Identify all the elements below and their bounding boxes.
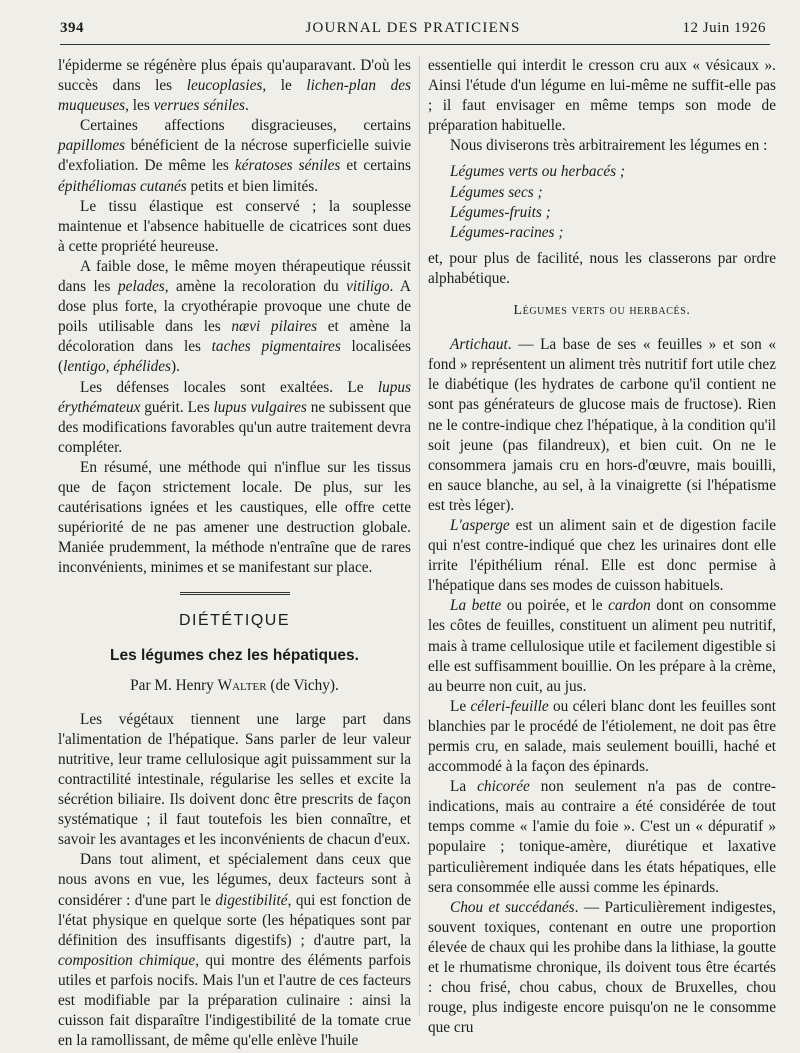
paragraph: Nous diviserons très arbitrairement les légumes en : — [450, 137, 768, 155]
header-rule — [60, 44, 770, 45]
running-header — [60, 20, 766, 42]
category-list — [450, 162, 776, 242]
paragraph: La bette ou poirée, et le cardon dont on consomme les côtes de feuilles, constituent un aliment peu nutritif, mais à trame cellulosique utile et facilement digestible si elle est suffisamment bouillie. On les prépare à la crème, au beurre non cuit, au jus. — [428, 597, 776, 695]
left-column — [58, 56, 411, 1051]
issue-date: 12 Juin 1926 — [682, 20, 766, 36]
list-item: Légumes verts ou herbacés ; — [450, 163, 626, 181]
byline: Par M. Henry Walter (de Vichy). — [130, 676, 339, 694]
paragraph: Les végétaux tiennent une large part dans l'alimentation de l'hépatique. Sans parler de leur valeur nutritive, leur trame cellulosique agit puissamment sur la contractilité intestinale, régularise les selles et excite la sécrétion biliaire. Ils doivent donc être prescrits de façon systématique ; il faut toutefois les bien connaître, et savoir les avantages et les inconvénients de chacun d'eux. — [58, 710, 411, 849]
right-column — [428, 56, 776, 1038]
journal-title: JOURNAL DES PRATICIENS — [305, 20, 521, 36]
paragraph: Les défenses locales sont exaltées. Le lupus érythémateux guérit. Les lupus vulgaires ne subissent que des modifications favorables qu'un autre traitement devra compléter. — [58, 378, 411, 456]
list-item: Légumes-racines ; — [450, 223, 564, 241]
section-rule — [180, 592, 290, 595]
subsection-heading: Légumes verts ou herbacés. — [513, 303, 691, 319]
article-title: Les légumes chez les hépatiques. — [110, 646, 359, 664]
page-number: 394 — [60, 20, 84, 36]
list-item: Légumes secs ; — [450, 183, 543, 201]
paragraph: Artichaut. — La base de ses « feuilles » et son « fond » représentent un aliment très nutritif fort utile chez le diabétique (les hydrates de carbone qu'il contient ne sont pas générateurs de glucose mais de fructose). Rien ne le contre-indique chez l'hépatique, à la condition qu'il soit jeune (pas filandreux), et bien cuit. On ne le consommera jamais cru en hors-d'œuvre, mais bouilli, en sauce blanche, au sel, à la vinaigrette (si l'hépatisme est très léger). — [428, 336, 776, 514]
paragraph: Dans tout aliment, et spécialement dans ceux que nous avons en vue, les légumes, deux facteurs sont à considérer : d'une part le digestibilité, qui est fonction de l'état physique en quelque sorte (les hépatiques sont par définition des insuffisants digestifs) ; d'autre part, la composition chimique, qui montre des éléments parfois utiles et parfois nocifs. Mais l'un et l'autre de ces facteurs est modifiable par la préparation culinaire : ainsi la cuisson fait disparaître l'indigestibilité de la tomate crue en la ramollissant, de même qu'elle enlève l'huile — [58, 851, 412, 1050]
paragraph: En résumé, une méthode qui n'influe sur les tissus que de façon strictement locale. De plus, sur les cautérisations ignées et les caustiques, elle offre cette supériorité de ne pas amener une destruction globale. Maniée prudemment, la méthode n'entraîne que de rares inconvénients, minimes et se manifestant sur place. — [58, 458, 411, 577]
paragraph: Certaines affections disgracieuses, certains papillomes bénéficient de la nécrose superficielle suivie d'exfoliation. De même les kératoses séniles et certains épithéliomas cutanés petits et bien limités. — [58, 117, 411, 195]
paragraph: A faible dose, le même moyen thérapeutique réussit dans les pelades, amène la recoloration du vitiligo. A dose plus forte, la cryothérapie provoque une chute de poils utilisable dans les nævi pilaires et amène la décoloration dans les taches pigmentaires localisées (lentigo, éphélides). — [58, 257, 412, 376]
paragraph: Le tissu élastique est conservé ; la souplesse maintenue et l'absence habituelle de cicatrices sont dues à cette propriété heureuse. — [58, 197, 411, 255]
paragraph: essentielle qui interdit le cresson cru aux « vésicaux ». Ainsi l'étude d'un légume en lui-même ne suffit-elle pas ; il faut envisager en même temps son mode de préparation habituelle. — [428, 57, 776, 135]
paragraph: L'asperge est un aliment sain et de digestion facile qui n'est contre-indiqué que chez les urinaires dont elle irrite l'épithélium rénal. Elle est donc permise à l'hépatique dans ses modes de cuisson habituels. — [428, 516, 776, 595]
paragraph: l'épiderme se régénère plus épais qu'auparavant. D'où les succès dans les leucoplasies, le lichen-plan des muqueuses, les verrues séniles. — [58, 57, 411, 115]
paragraph: Chou et succédanés. — Particulièrement indigestes, souvent toxiques, contenant en outre une proportion élevée de chaux qui les prohibe dans la lithiase, la goutte et le rhumatisme chronique, ils doivent tous être écartés : chou frisé, chou cabus, choux de Bruxelles, chou rouge, plus indigeste encore puisqu'on ne le consomme que cru — [428, 898, 776, 1037]
column-divider — [419, 56, 420, 1016]
paragraph: et, pour plus de facilité, nous les classerons par ordre alphabétique. — [428, 249, 776, 287]
section-heading: DIÉTÉTIQUE — [178, 612, 290, 630]
list-item: Légumes-fruits ; — [450, 203, 551, 221]
paragraph: La chicorée non seulement n'a pas de contre-indications, mais au contraire a été considérée de tout temps comme « l'amie du foie ». C'est un « dépuratif » populaire ; tonique-amère, diurétique et laxative particulièrement indiquée dans les états hépatiques, elle sera consommée elle aussi comme les épinards. — [428, 778, 776, 896]
paragraph: Le céleri-feuille ou céleri blanc dont les feuilles sont blanchies par le procédé de l'étiolement, ne doit pas être permis cru, en salade, mais seulement bouilli, haché et accommodé à la façon des épinards. — [428, 697, 776, 776]
